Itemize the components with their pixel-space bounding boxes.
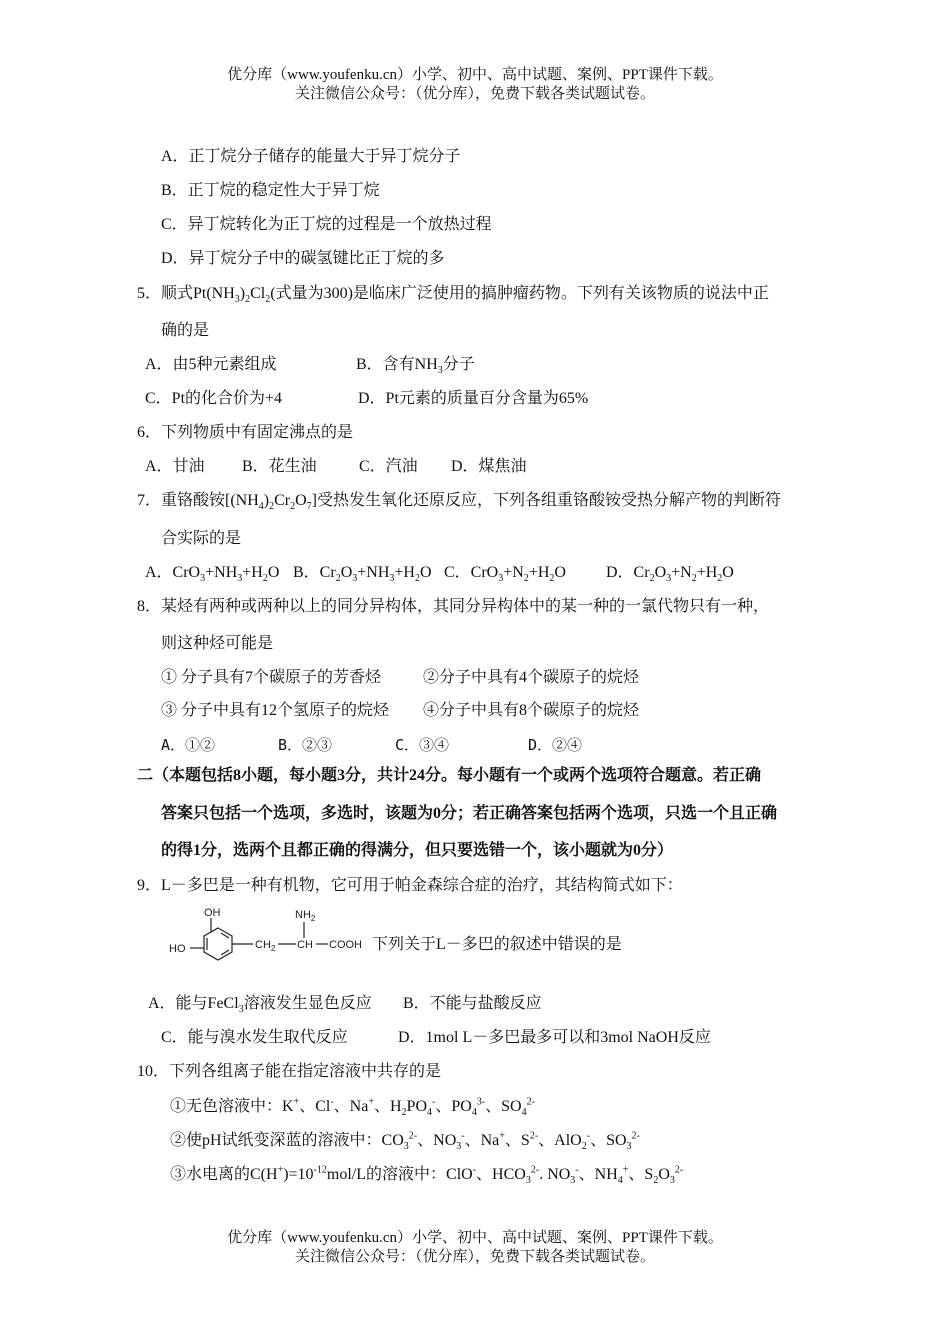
q10-condition-2: ②使pH试纸变深蓝的溶液中：$CO_3^{2-}$、$NO_3^-$、Na+、$S^{2-}$、AlO$_2$-、$SO_3^{2-}$ xyxy=(170,1130,640,1153)
q7-stem: 7．重铬酸铵$[(NH_4)_2Cr_2O_7]$受热发生氧化还原反应，下列各组重铬酸铵受热分解产物的判断符 xyxy=(137,492,782,513)
q6-stem: 6．下列物质中有固定沸点的是 xyxy=(137,424,354,441)
page-footer-line1: 优分库（www.youfenku.cn）小学、初中、高中试题、案例、PPT课件下载。 xyxy=(227,1230,723,1246)
page-header-line2: 关注微信公众号：（优分库），免费下载各类试题试卷。 xyxy=(294,86,655,102)
l-dopa-structure xyxy=(168,904,374,974)
q8-statement-3: ③ 分子中具有12个氢原子的烷烃 xyxy=(161,702,390,719)
q8-statement-1: ① 分子具有7个碳原子的芳香烃 xyxy=(161,669,382,686)
q6-option-c: C．汽油 xyxy=(359,458,418,475)
page-footer-line2: 关注微信公众号：（优分库），免费下载各类试题试卷。 xyxy=(294,1249,655,1265)
q10-stem: 10．下列各组离子能在指定溶液中共存的是 xyxy=(137,1063,442,1080)
q8-statement-4: ④分子中具有8个碳原子的烷烃 xyxy=(423,702,640,719)
benzene-ring xyxy=(204,928,232,960)
q4-option-b: B．正丁烷的稳定性大于异丁烷 xyxy=(161,182,380,199)
q7-option-c: C．$CrO_3+N_2+H_2O$ xyxy=(444,564,566,585)
q9-option-d: D．1mol L－多巴最多可以和3mol NaOH反应 xyxy=(398,1029,711,1046)
section2-instructions-line2: 答案只包括一个选项，多选时，该题为0分；若正确答案包括两个选项，只选一个且正确 xyxy=(161,805,778,822)
q7-option-d: D．$Cr_2O_3+N_2+H_2O$ xyxy=(606,564,734,585)
q5-stem: 5．顺式$Pt(NH_3)_2Cl_2$(式量为300)是临床广泛使用的搞肿瘤药物。下列有关该物质的说法中正 xyxy=(137,285,769,306)
q5-option-b: B．含有$NH_3$分子 xyxy=(356,356,475,377)
q6-option-a: A．甘油 xyxy=(145,458,205,475)
q5-stem-line2: 确的是 xyxy=(161,322,210,339)
q9-stem: 9．L－多巴是一种有机物，它可用于帕金森综合症的治疗，其结构简式如下： xyxy=(137,877,683,894)
section2-instructions-line3: 的得1分，选两个且都正确的得满分，但只要选错一个，该小题就为0分） xyxy=(161,842,674,859)
q8-option-c: C．③④ xyxy=(395,736,450,754)
q9-option-c: C．能与溴水发生取代反应 xyxy=(161,1029,348,1046)
q8-statement-2: ②分子中具有4个碳原子的烷烃 xyxy=(423,669,640,686)
q5-option-d: D．Pt元素的质量百分含量为65% xyxy=(358,390,589,407)
q9-stem-after-structure: 下列关于L－多巴的叙述中错误的是 xyxy=(372,936,622,953)
q8-stem: 8．某烃有两种或两种以上的同分异构体，其同分异构体中的某一种的一氯代物只有一种， xyxy=(137,598,770,615)
q9-option-a: A．能与FeCl$_3$溶液发生显色反应 xyxy=(148,995,372,1016)
ch2-label: $CH_2$ xyxy=(255,939,276,953)
q8-option-d: D．②④ xyxy=(528,736,583,754)
q7-option-a: A．$CrO_3+NH_3+H_2O$ xyxy=(145,564,280,585)
q5-option-c: C．Pt的化合价为+4 xyxy=(145,390,283,407)
q8-option-b: B．②③ xyxy=(278,736,333,754)
q4-option-a: A．正丁烷分子储存的能量大于异丁烷分子 xyxy=(161,148,461,165)
q10-condition-3: ③水电离的$C(H^+)=10^{-12}mol/L$的溶液中：ClO-、$HCO_3^{2-}$. $NO_3^-$、$NH_4^+$、$S_2O_3^{2-}$ xyxy=(170,1164,684,1187)
cooh-label: COOH xyxy=(329,939,362,951)
q4-option-c: C．异丁烷转化为正丁烷的过程是一个放热过程 xyxy=(161,216,492,233)
ch-label: CH xyxy=(297,939,313,951)
q5-option-a: A．由5种元素组成 xyxy=(145,356,277,373)
q4-option-d: D．异丁烷分子中的碳氢键比正丁烷的多 xyxy=(161,250,445,267)
q9-option-b: B．不能与盐酸反应 xyxy=(403,995,542,1012)
ho-label: HO xyxy=(169,943,186,955)
q10-condition-1: ①无色溶液中：K+、Cl-、Na+、$H_2PO_4^-$、$PO_4^{3-}$、$SO_4^{2-}$ xyxy=(170,1096,535,1119)
q6-option-d: D．煤焦油 xyxy=(451,458,527,475)
q7-option-b: B．$Cr_2O_3+NH_3+H_2O$ xyxy=(293,564,432,585)
page-header-line1: 优分库（www.youfenku.cn）小学、初中、高中试题、案例、PPT课件下载。 xyxy=(227,67,723,83)
q7-stem-line2: 合实际的是 xyxy=(161,530,242,547)
q6-option-b: B．花生油 xyxy=(242,458,317,475)
q8-stem-line2: 则这种烃可能是 xyxy=(161,635,274,652)
nh2-label: $NH_2$ xyxy=(295,909,316,923)
section2-instructions-line1: 二（本题包括8小题，每小题3分，共计24分。每小题有一个或两个选项符合题意。若正确 xyxy=(137,767,762,784)
q8-option-a: A．①② xyxy=(161,736,216,754)
oh-label: OH xyxy=(204,907,221,919)
